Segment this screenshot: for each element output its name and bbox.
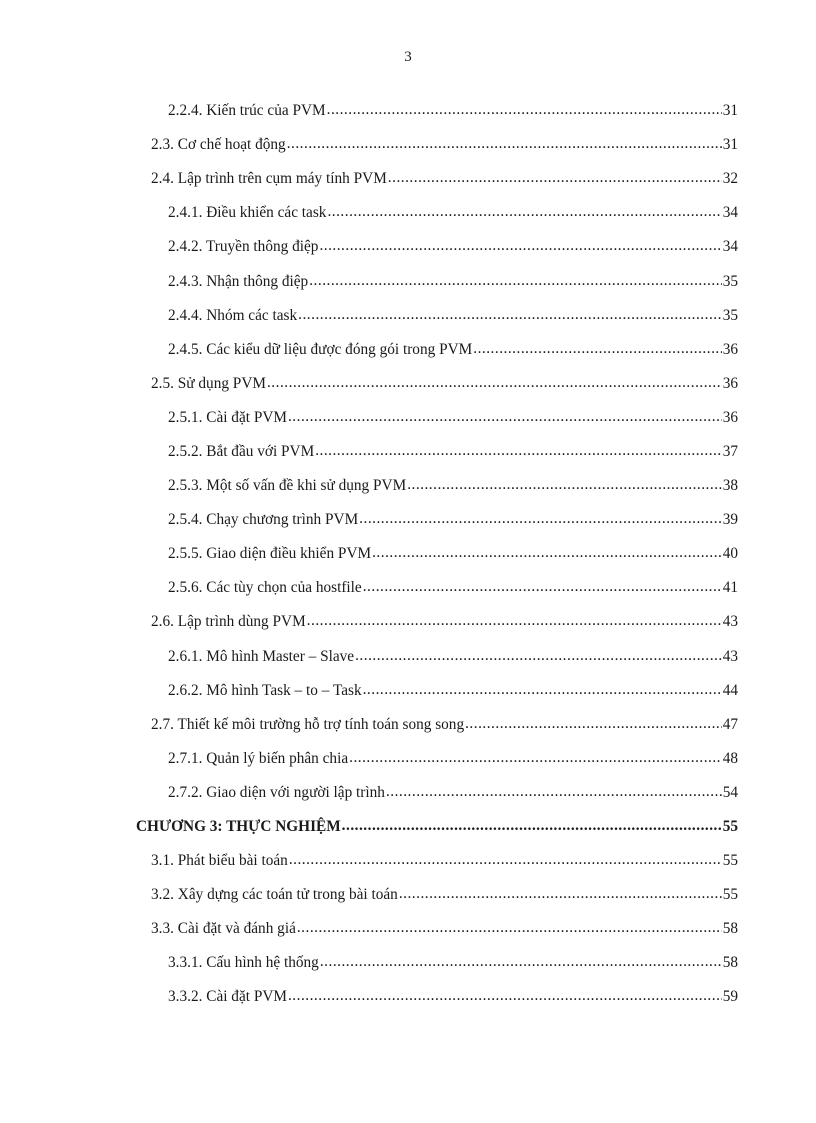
toc-entry-title: 3.2. Xây dựng các toán tử trong bài toán: [151, 886, 398, 904]
toc-entry[interactable]: [0, 946, 816, 980]
toc-entry-page: 59: [722, 988, 738, 1006]
page-number: 3: [404, 49, 412, 65]
toc-entry-page: 36: [722, 340, 738, 358]
toc-entry-title: 2.4.5. Các kiểu dữ liệu được đóng gói trong PVM: [168, 340, 473, 358]
toc-entry-title: 3.1. Phát biểu bài toán: [151, 852, 288, 870]
toc-entry-page: 40: [722, 545, 738, 563]
toc-entry-page: 55: [722, 818, 738, 836]
toc-entry[interactable]: [0, 162, 816, 196]
toc-entry[interactable]: [0, 128, 816, 162]
toc-entry-page: 47: [722, 715, 738, 733]
toc-entry-page: 48: [722, 749, 738, 767]
toc-entry-title: 2.5.5. Giao diện điều khiển PVM: [168, 545, 372, 563]
toc-dot-leader: [288, 408, 722, 426]
toc-entry[interactable]: [0, 980, 816, 1014]
toc-dot-leader: [355, 647, 722, 665]
toc-dot-leader: [315, 442, 722, 460]
toc-entry[interactable]: [0, 571, 816, 605]
toc-dot-leader: [298, 306, 722, 324]
toc-entry-title: 2.5.2. Bắt đầu với PVM: [168, 442, 315, 460]
toc-entry-title: 2.4.3. Nhận thông điệp: [168, 272, 309, 290]
toc-dot-leader: [289, 851, 722, 869]
toc-entry-page: 35: [722, 272, 738, 290]
toc-entry-page: 58: [722, 920, 738, 938]
toc-dot-leader: [267, 374, 722, 392]
toc-dot-leader: [359, 510, 722, 528]
toc-dot-leader: [288, 987, 722, 1005]
toc-dot-leader: [327, 101, 722, 119]
toc-entry-title: 2.3. Cơ chế hoạt động: [151, 136, 286, 154]
toc-entry[interactable]: [0, 94, 816, 128]
toc-entry-title: 2.5.1. Cài đặt PVM: [168, 408, 287, 426]
toc-entry[interactable]: [0, 640, 816, 674]
toc-entry-title: 2.7.1. Quản lý biến phân chia: [168, 749, 349, 767]
toc-entry[interactable]: [0, 878, 816, 912]
toc-entry-title: 2.4. Lập trình trên cụm máy tính PVM: [151, 170, 387, 188]
toc-dot-leader: [363, 681, 722, 699]
toc-entry[interactable]: [0, 367, 816, 401]
toc-entry[interactable]: [0, 435, 816, 469]
toc-entry-page: 34: [722, 204, 738, 222]
toc-entry-title: 2.7.2. Giao diện với người lập trình: [168, 783, 385, 801]
table-of-contents: [0, 94, 816, 1015]
toc-entry[interactable]: [0, 299, 816, 333]
toc-dot-leader: [473, 340, 721, 358]
toc-entry-title: 3.3.1. Cấu hình hệ thống: [168, 954, 319, 972]
toc-entry-page: 39: [722, 511, 738, 529]
toc-entry-page: 54: [722, 783, 738, 801]
toc-entry-title: 2.4.4. Nhóm các task: [168, 306, 298, 324]
toc-entry[interactable]: [0, 776, 816, 810]
toc-entry-page: 36: [722, 408, 738, 426]
toc-entry[interactable]: [0, 844, 816, 878]
toc-entry[interactable]: [0, 503, 816, 537]
toc-dot-leader: [372, 544, 722, 562]
toc-dot-leader: [287, 135, 722, 153]
toc-entry-title: 2.6.2. Mô hình Task – to – Task: [168, 681, 362, 699]
toc-dot-leader: [320, 953, 722, 971]
toc-dot-leader: [319, 237, 721, 255]
toc-entry-page: 34: [722, 238, 738, 256]
toc-dot-leader: [297, 919, 722, 937]
toc-entry-page: 55: [722, 852, 738, 870]
toc-entry-page: 37: [722, 442, 738, 460]
toc-entry-page: 55: [722, 886, 738, 904]
toc-entry-title: 2.5.3. Một số vấn đề khi sử dụng PVM: [168, 477, 407, 495]
toc-dot-leader: [399, 885, 722, 903]
toc-dot-leader: [309, 272, 721, 290]
toc-entry[interactable]: [0, 264, 816, 298]
toc-entry-page: 41: [722, 579, 738, 597]
toc-entry[interactable]: [0, 333, 816, 367]
toc-entry-page: 43: [722, 613, 738, 631]
toc-entry-title: CHƯƠNG 3: THỰC NGHIỆM: [136, 818, 341, 836]
toc-entry-page: 44: [722, 681, 738, 699]
toc-entry-page: 58: [722, 954, 738, 972]
toc-entry-title: 2.7. Thiết kế môi trường hỗ trợ tính toán song song: [151, 715, 465, 733]
toc-dot-leader: [342, 817, 722, 835]
toc-dot-leader: [407, 476, 722, 494]
toc-entry-page: 36: [722, 374, 738, 392]
toc-entry-title: 2.2.4. Kiến trúc của PVM: [168, 102, 326, 120]
toc-entry[interactable]: [0, 196, 816, 230]
toc-entry-title: 2.5.6. Các tùy chọn của hostfile: [168, 579, 362, 597]
toc-entry-page: 38: [722, 477, 738, 495]
toc-dot-leader: [363, 578, 722, 596]
toc-entry-title: 3.3.2. Cài đặt PVM: [168, 988, 287, 1006]
toc-entry-title: 3.3. Cài đặt và đánh giá: [151, 920, 296, 938]
toc-entry-title: 2.6. Lập trình dùng PVM: [151, 613, 306, 631]
toc-entry[interactable]: [0, 674, 816, 708]
toc-entry-page: 32: [722, 170, 738, 188]
toc-entry-title: 2.4.2. Truyền thông điệp: [168, 238, 319, 256]
toc-entry-page: 43: [722, 647, 738, 665]
toc-dot-leader: [327, 203, 721, 221]
toc-dot-leader: [307, 612, 722, 630]
toc-dot-leader: [349, 749, 722, 767]
toc-entry[interactable]: [0, 230, 816, 264]
toc-entry[interactable]: [0, 742, 816, 776]
toc-entry-title: 2.4.1. Điều khiển các task: [168, 204, 327, 222]
toc-entry[interactable]: [0, 469, 816, 503]
toc-entry-title: 2.6.1. Mô hình Master – Slave: [168, 647, 355, 665]
toc-dot-leader: [386, 783, 722, 801]
toc-entry-page: 31: [722, 136, 738, 154]
toc-entry[interactable]: [0, 912, 816, 946]
toc-entry[interactable]: [0, 401, 816, 435]
toc-entry[interactable]: [0, 537, 816, 571]
toc-entry-title: 2.5. Sử dụng PVM: [151, 374, 266, 392]
toc-entry-title: 2.5.4. Chạy chương trình PVM: [168, 511, 359, 529]
toc-entry[interactable]: [0, 605, 816, 639]
toc-entry-page: 35: [722, 306, 738, 324]
toc-chapter-entry[interactable]: [0, 810, 816, 844]
toc-dot-leader: [388, 169, 722, 187]
toc-dot-leader: [465, 715, 722, 733]
toc-entry-page: 31: [722, 102, 738, 120]
toc-entry[interactable]: [0, 708, 816, 742]
